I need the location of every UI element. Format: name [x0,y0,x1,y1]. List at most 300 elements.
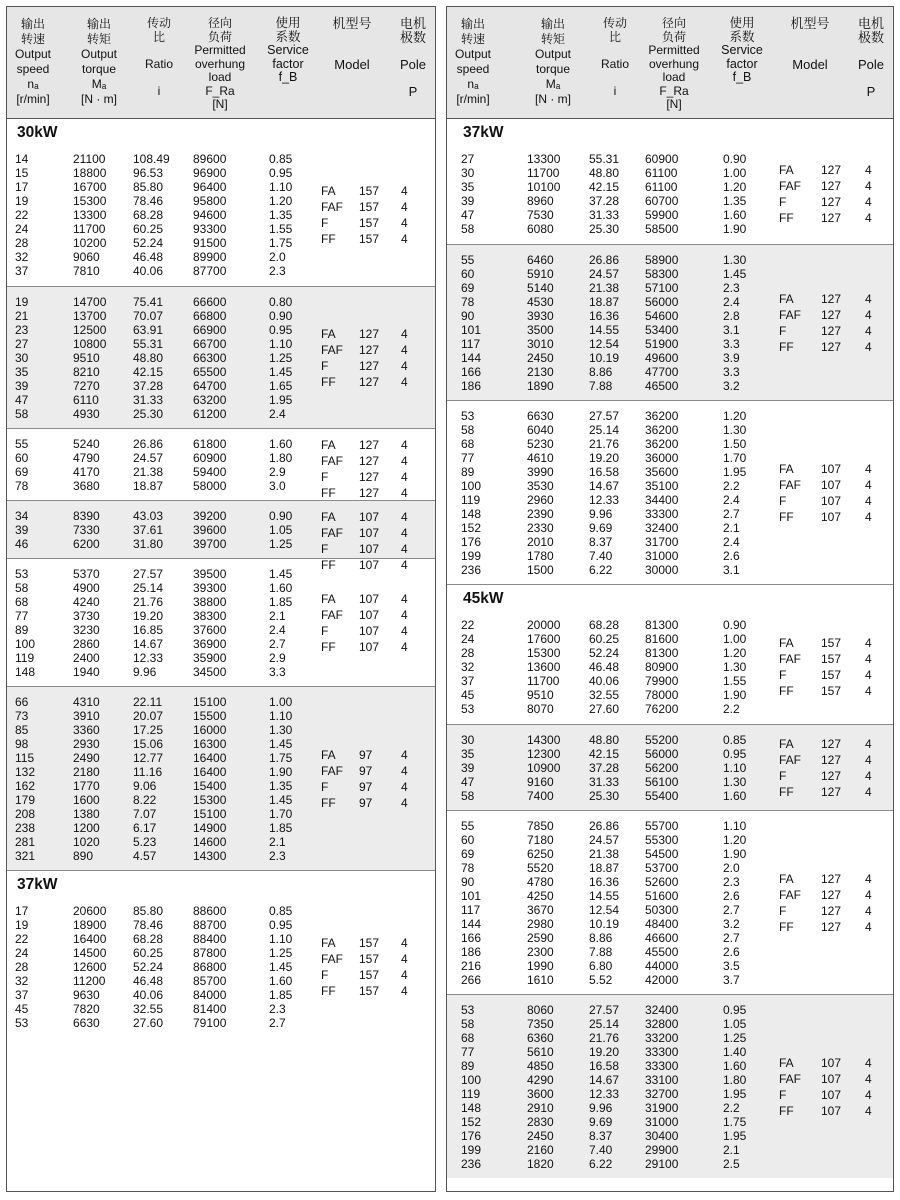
cell-speed: 77 [15,609,29,623]
cell-load: 39600 [193,523,227,537]
model-row [7,437,435,453]
cell-load: 29100 [645,1157,679,1171]
model-row [7,591,435,607]
pole-count: 4 [865,292,872,306]
cell-speed: 100 [461,1073,482,1087]
cell-service-factor: 2.3 [269,849,286,863]
cell-service-factor: 1.45 [269,567,293,581]
cell-speed: 28 [461,646,475,660]
cell-speed: 176 [461,535,482,549]
cell-ratio: 7.88 [589,945,613,959]
cell-speed: 22 [15,932,29,946]
model-row [7,779,435,795]
cell-torque: 3990 [527,465,554,479]
model-size: 157 [359,232,380,246]
cell-speed: 69 [461,281,475,295]
cell-torque: 21100 [73,152,106,166]
cell-load: 32400 [645,521,679,535]
cell-torque: 2980 [527,917,554,931]
row-group [447,400,893,584]
cell-speed: 101 [461,323,482,337]
cell-ratio: 108.49 [133,152,170,166]
model-size: 97 [359,764,373,778]
model-size: 127 [821,324,842,338]
pole-count: 4 [865,478,872,492]
model-row [7,469,435,485]
pole-count: 4 [401,470,408,484]
right-table [446,6,894,1192]
cell-service-factor: 1.35 [269,208,293,222]
cell-load: 81300 [645,618,679,632]
pole-count: 4 [401,343,408,357]
cell-load: 15400 [193,779,227,793]
cell-service-factor: 1.00 [269,695,293,709]
cell-speed: 22 [461,618,475,632]
cell-ratio: 7.40 [589,1143,613,1157]
cell-load: 56200 [645,761,679,775]
cell-speed: 98 [15,737,29,751]
cell-ratio: 19.20 [589,1045,620,1059]
pole-count: 4 [401,542,408,556]
table-row [7,918,435,932]
cell-ratio: 42.15 [589,747,620,761]
cell-load: 14300 [193,849,227,863]
cell-ratio: 63.91 [133,323,164,337]
table-row [7,695,435,709]
cell-torque: 6630 [527,409,554,423]
model-size: 127 [821,211,842,225]
cell-load: 60700 [645,194,679,208]
model-type: FA [779,163,794,177]
cell-ratio: 9.69 [589,1115,613,1129]
cell-load: 57100 [645,281,679,295]
header-pole: 电机 极数 Pole P [399,16,427,99]
model-size: 107 [359,640,380,654]
model-row [7,795,435,811]
table-row [7,393,435,407]
cell-speed: 27 [15,337,29,351]
model-type: FAF [321,200,344,214]
cell-load: 15100 [193,695,227,709]
model-row [7,541,435,557]
cell-torque: 11200 [73,974,106,988]
cell-torque: 16700 [73,180,107,194]
cell-torque: 2450 [527,351,554,365]
table-row [447,973,893,987]
pole-count: 4 [401,968,408,982]
cell-ratio: 22.11 [133,695,163,709]
cell-service-factor: 1.00 [723,166,747,180]
cell-ratio: 31.33 [589,208,620,222]
cell-service-factor: 1.45 [269,365,293,379]
model-type: FA [321,748,336,762]
pole-count: 4 [865,684,872,698]
model-size: 127 [821,753,842,767]
cell-torque: 4310 [73,695,100,709]
cell-service-factor: 3.7 [723,973,740,987]
cell-service-factor: 1.20 [269,194,293,208]
cell-service-factor: 2.2 [723,702,740,716]
model-type: FAF [779,308,802,322]
table-row [447,847,893,861]
model-size: 107 [359,542,380,556]
cell-speed: 28 [15,960,29,974]
cell-speed: 58 [461,222,475,236]
cell-speed: 179 [15,793,36,807]
cell-service-factor: 3.3 [723,365,740,379]
table-row [447,833,893,847]
cell-torque: 3360 [73,723,100,737]
cell-load: 91500 [193,236,227,250]
cell-speed: 90 [461,875,475,889]
model-size: 107 [821,1056,842,1070]
cell-ratio: 16.85 [133,623,164,637]
cell-speed: 144 [461,351,482,365]
cell-service-factor: 1.10 [723,819,747,833]
cell-load: 30400 [645,1129,679,1143]
cell-torque: 3670 [527,903,554,917]
table-body [447,118,893,1191]
cell-torque: 5240 [73,437,100,451]
cell-load: 35600 [645,465,679,479]
cell-torque: 2860 [73,637,100,651]
cell-load: 36200 [645,437,679,451]
cell-torque: 9510 [73,351,100,365]
cell-service-factor: 1.60 [723,789,747,803]
cell-load: 66800 [193,309,227,323]
model-type: F [321,470,329,484]
cell-torque: 3910 [73,709,100,723]
cell-torque: 6200 [73,537,100,551]
cell-load: 31000 [645,549,679,563]
section-title: 30kW [17,124,58,141]
cell-load: 65500 [193,365,227,379]
cell-ratio: 15.06 [133,737,164,751]
cell-load: 78000 [645,688,679,702]
cell-speed: 28 [15,236,29,250]
model-row [7,485,435,501]
cell-speed: 24 [461,632,475,646]
model-row [447,1055,893,1071]
pole-count: 4 [401,526,408,540]
cell-speed: 100 [461,479,482,493]
cell-load: 14600 [193,835,227,849]
cell-ratio: 9.96 [589,507,613,521]
cell-speed: 15 [15,166,29,180]
cell-speed: 166 [461,365,482,379]
cell-ratio: 18.87 [133,479,164,493]
model-row [7,763,435,779]
cell-ratio: 17.25 [133,723,164,737]
cell-torque: 7850 [527,819,554,833]
cell-load: 66900 [193,323,227,337]
cell-ratio: 26.86 [589,253,620,267]
model-row [7,215,435,231]
row-group [7,144,435,286]
model-size: 107 [821,478,842,492]
cell-ratio: 14.67 [589,479,620,493]
cell-speed: 186 [461,379,482,393]
model-type: FAF [321,526,344,540]
model-size: 127 [359,327,380,341]
cell-speed: 55 [15,437,29,451]
model-type: F [321,542,329,556]
row-group [447,610,893,724]
cell-service-factor: 2.6 [723,549,740,563]
cell-load: 44000 [645,959,679,973]
cell-speed: 45 [461,688,475,702]
model-row [447,178,893,194]
cell-load: 64700 [193,379,227,393]
cell-load: 86800 [193,960,227,974]
cell-load: 33100 [645,1073,679,1087]
cell-load: 58300 [645,267,679,281]
pole-count: 4 [865,211,872,225]
cell-speed: 152 [461,521,482,535]
cell-load: 88700 [193,918,227,932]
cell-ratio: 21.38 [589,847,620,861]
cell-torque: 11700 [527,166,560,180]
model-row [7,342,435,358]
cell-load: 37600 [193,623,227,637]
table-row [447,549,893,563]
cell-ratio: 11.16 [133,765,163,779]
cell-service-factor: 2.3 [269,264,286,278]
cell-load: 61800 [193,437,227,451]
cell-load: 80900 [645,660,679,674]
model-size: 107 [359,624,380,638]
cell-ratio: 16.58 [589,465,620,479]
model-row [7,374,435,390]
cell-ratio: 60.25 [589,632,620,646]
model-type: FF [779,340,794,354]
cell-speed: 34 [15,509,29,523]
model-type: FAF [321,454,344,468]
model-type: F [779,668,787,682]
cell-ratio: 6.17 [133,821,157,835]
cell-torque: 7820 [73,1002,100,1016]
pole-count: 4 [865,179,872,193]
table-row [447,959,893,973]
cell-torque: 2010 [527,535,554,549]
cell-load: 59400 [193,465,227,479]
cell-speed: 68 [461,437,475,451]
cell-torque: 3230 [73,623,100,637]
cell-torque: 8960 [527,194,554,208]
model-type: FF [321,640,336,654]
table-row [7,295,435,309]
cell-torque: 4900 [73,581,100,595]
pole-count: 4 [865,904,872,918]
cell-ratio: 16.58 [589,1059,620,1073]
table-row [7,849,435,863]
model-size: 127 [821,179,842,193]
table-row [447,1003,893,1017]
cell-load: 93300 [193,222,227,236]
cell-ratio: 42.15 [589,180,620,194]
model-row [447,323,893,339]
cell-torque: 20600 [73,904,107,918]
model-type: F [779,904,787,918]
cell-ratio: 52.24 [133,960,164,974]
cell-ratio: 24.57 [133,451,164,465]
model-type: F [321,624,329,638]
cell-speed: 32 [15,250,29,264]
cell-load: 49600 [645,351,679,365]
cell-load: 15100 [193,807,227,821]
cell-ratio: 19.20 [589,451,620,465]
cell-service-factor: 1.20 [723,180,747,194]
cell-load: 36000 [645,451,679,465]
model-type: FA [779,737,794,751]
cell-speed: 60 [461,833,475,847]
cell-ratio: 68.28 [589,618,620,632]
model-type: FF [779,211,794,225]
cell-load: 66700 [193,337,227,351]
cell-service-factor: 1.40 [723,1045,747,1059]
pole-count: 4 [401,327,408,341]
cell-service-factor: 1.35 [723,194,747,208]
cell-load: 31900 [645,1101,679,1115]
cell-speed: 148 [461,507,482,521]
cell-speed: 53 [461,1003,475,1017]
cell-service-factor: 1.60 [723,208,747,222]
cell-ratio: 26.86 [589,819,620,833]
model-row [7,183,435,199]
cell-torque: 1770 [73,779,100,793]
cell-ratio: 27.57 [589,409,620,423]
model-size: 97 [359,780,373,794]
cell-speed: 78 [461,861,475,875]
model-type: FA [779,1056,794,1070]
table-row [7,567,435,581]
model-row [447,651,893,667]
cell-ratio: 14.55 [589,323,620,337]
cell-speed: 47 [15,393,29,407]
header-model: 机型号 Model [790,16,830,72]
cell-load: 55700 [645,819,679,833]
cell-load: 95800 [193,194,227,208]
cell-torque: 3680 [73,479,100,493]
cell-torque: 1200 [73,821,100,835]
row-group [447,244,893,400]
cell-load: 61200 [193,407,227,421]
cell-speed: 321 [15,849,36,863]
model-size: 157 [821,668,842,682]
cell-ratio: 75.41 [133,295,164,309]
cell-service-factor: 1.25 [269,946,293,960]
cell-ratio: 27.60 [589,702,620,716]
model-type: FA [779,292,794,306]
cell-speed: 78 [15,479,29,493]
model-row [447,210,893,226]
pole-count: 4 [401,438,408,452]
model-type: FAF [779,1072,802,1086]
cell-speed: 32 [461,660,475,674]
cell-torque: 2590 [527,931,554,945]
cell-speed: 53 [15,567,29,581]
cell-ratio: 31.33 [133,393,164,407]
cell-load: 50300 [645,903,679,917]
model-type: FAF [779,179,802,193]
model-size: 157 [359,184,380,198]
cell-torque: 4240 [73,595,100,609]
cell-torque: 7810 [73,264,100,278]
cell-service-factor: 0.90 [723,618,747,632]
pole-count: 4 [865,872,872,886]
table-row [7,665,435,679]
pole-count: 4 [401,232,408,246]
cell-ratio: 7.40 [589,549,613,563]
cell-service-factor: 2.1 [723,1143,740,1157]
cell-speed: 19 [15,295,29,309]
cell-speed: 35 [15,365,29,379]
model-row [7,453,435,469]
cell-service-factor: 1.45 [269,737,293,751]
model-row [7,967,435,983]
cell-service-factor: 2.4 [269,407,286,421]
cell-torque: 15300 [73,194,107,208]
cell-ratio: 21.76 [589,437,620,451]
cell-ratio: 10.19 [589,351,620,365]
cell-torque: 6080 [527,222,554,236]
header-service-factor: 使用 系数 Service factor f_B [267,16,309,84]
cell-load: 48400 [645,917,679,931]
cell-load: 87700 [193,264,227,278]
cell-torque: 1890 [527,379,554,393]
cell-load: 54600 [645,309,679,323]
cell-speed: 236 [461,1157,482,1171]
cell-ratio: 85.80 [133,904,164,918]
cell-speed: 22 [15,208,29,222]
cell-load: 58500 [645,222,679,236]
cell-speed: 27 [461,152,475,166]
cell-service-factor: 1.60 [269,581,293,595]
model-size: 157 [359,952,380,966]
cell-load: 15500 [193,709,227,723]
cell-ratio: 5.23 [133,835,157,849]
cell-ratio: 68.28 [133,932,164,946]
model-row [447,784,893,800]
cell-torque: 9630 [73,988,100,1002]
model-type: FF [321,984,336,998]
cell-ratio: 18.87 [589,861,620,875]
cell-service-factor: 3.0 [269,479,286,493]
cell-torque: 4530 [527,295,554,309]
cell-load: 51900 [645,337,679,351]
cell-torque: 2300 [527,945,554,959]
cell-torque: 13600 [527,660,561,674]
model-row [447,477,893,493]
cell-ratio: 26.86 [133,437,164,451]
table-header [7,7,435,119]
row-group [7,558,435,686]
cell-load: 16300 [193,737,227,751]
cell-service-factor: 1.90 [723,847,747,861]
cell-torque: 7350 [527,1017,554,1031]
cell-speed: 77 [461,451,475,465]
cell-load: 45500 [645,945,679,959]
table-body [7,118,435,1191]
pole-count: 4 [865,1072,872,1086]
model-size: 107 [359,592,380,606]
cell-load: 56100 [645,775,679,789]
model-row [447,752,893,768]
cell-torque: 8390 [73,509,100,523]
cell-speed: 35 [461,180,475,194]
pole-count: 4 [401,748,408,762]
cell-ratio: 12.33 [589,1087,620,1101]
